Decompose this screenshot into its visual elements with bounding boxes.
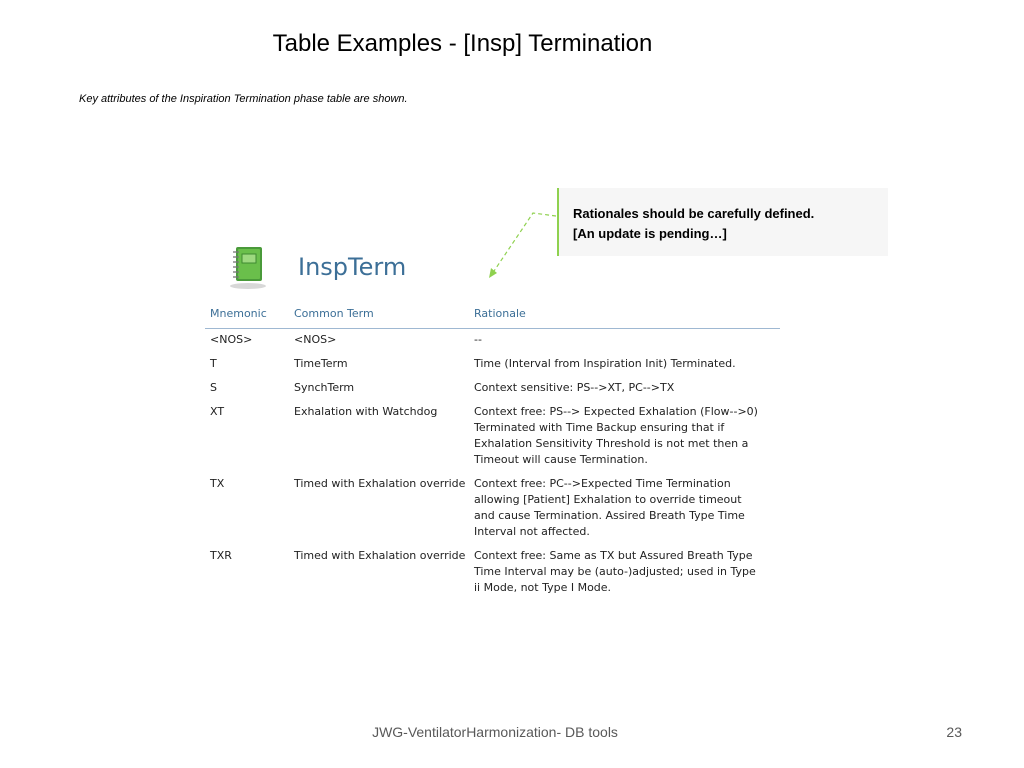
rationale-line: Time Interval may be (auto-)adjusted; used in Type: [474, 564, 756, 578]
column-header-common-term: Common Term: [289, 300, 469, 328]
mnemonic-cell: <NOS>: [210, 332, 253, 346]
table-header-row: [205, 300, 780, 328]
rationale-line: Interval not affected.: [474, 524, 590, 538]
common-term-cell: SynchTerm: [294, 380, 355, 394]
column-header-rationale: Rationale: [469, 300, 780, 328]
column-header-mnemonic: Mnemonic: [205, 300, 289, 328]
rationale-cell: [469, 380, 780, 404]
rationale-cell: [469, 548, 780, 604]
table-row: [205, 476, 780, 548]
rationale-line: Terminated with Time Backup ensuring that if: [474, 420, 725, 434]
rationale-line: --: [474, 332, 482, 346]
mnemonic-cell: TXR: [210, 548, 232, 562]
slide-subtitle: Key attributes of the Inspiration Termination phase table are shown.: [79, 93, 408, 105]
rationale-cell: [469, 404, 780, 476]
common-term-cell: Exhalation with Watchdog: [294, 404, 438, 418]
rationale-line: allowing [Patient] Exhalation to override timeout: [474, 492, 742, 506]
common-term-cell: Timed with Exhalation override: [294, 548, 466, 562]
rationale-line: Context free: PC-->Expected Time Termination: [474, 476, 731, 490]
slide-title: Table Examples - [Insp] Termination: [272, 30, 653, 57]
rationale-cell: [469, 356, 780, 380]
callout-line: [An update is pending…]: [573, 226, 727, 241]
footer-text: JWG-VentilatorHarmonization- DB tools: [372, 724, 618, 740]
rationale-line: ii Mode, not Type I Mode.: [474, 580, 612, 594]
table-row: [205, 404, 780, 476]
mnemonic-cell: T: [210, 356, 217, 370]
mnemonic-cell: XT: [210, 404, 225, 418]
rationale-cell: [469, 328, 780, 356]
common-term-cell: <NOS>: [294, 332, 337, 346]
notebook-icon: [224, 244, 268, 290]
page-number: 23: [946, 724, 962, 740]
rationale-line: Time (Interval from Inspiration Init) Terminated.: [474, 356, 736, 370]
rationale-line: and cause Termination. Assired Breath Type Time: [474, 508, 745, 522]
insp-term-table: [205, 300, 780, 604]
callout-box: [557, 188, 888, 256]
rationale-line: Exhalation Sensitivity Threshold is not met then a: [474, 436, 749, 450]
table-row: [205, 356, 780, 380]
mnemonic-cell: S: [210, 380, 217, 394]
rationale-line: Context free: PS--> Expected Exhalation (Flow-->0): [474, 404, 758, 418]
rationale-line: Timeout will cause Termination.: [474, 452, 648, 466]
rationale-line: Context free: Same as TX but Assured Breath Type: [474, 548, 753, 562]
callout-line: Rationales should be carefully defined.: [573, 206, 815, 221]
common-term-cell: Timed with Exhalation override: [294, 476, 466, 490]
table-row: [205, 548, 780, 604]
table-heading: InspTerm: [298, 253, 407, 281]
table-row: [205, 380, 780, 404]
common-term-cell: TimeTerm: [294, 356, 348, 370]
rationale-cell: [469, 476, 780, 548]
mnemonic-cell: TX: [210, 476, 225, 490]
rationale-line: Context sensitive: PS-->XT, PC-->TX: [474, 380, 675, 394]
table-row: [205, 328, 780, 356]
